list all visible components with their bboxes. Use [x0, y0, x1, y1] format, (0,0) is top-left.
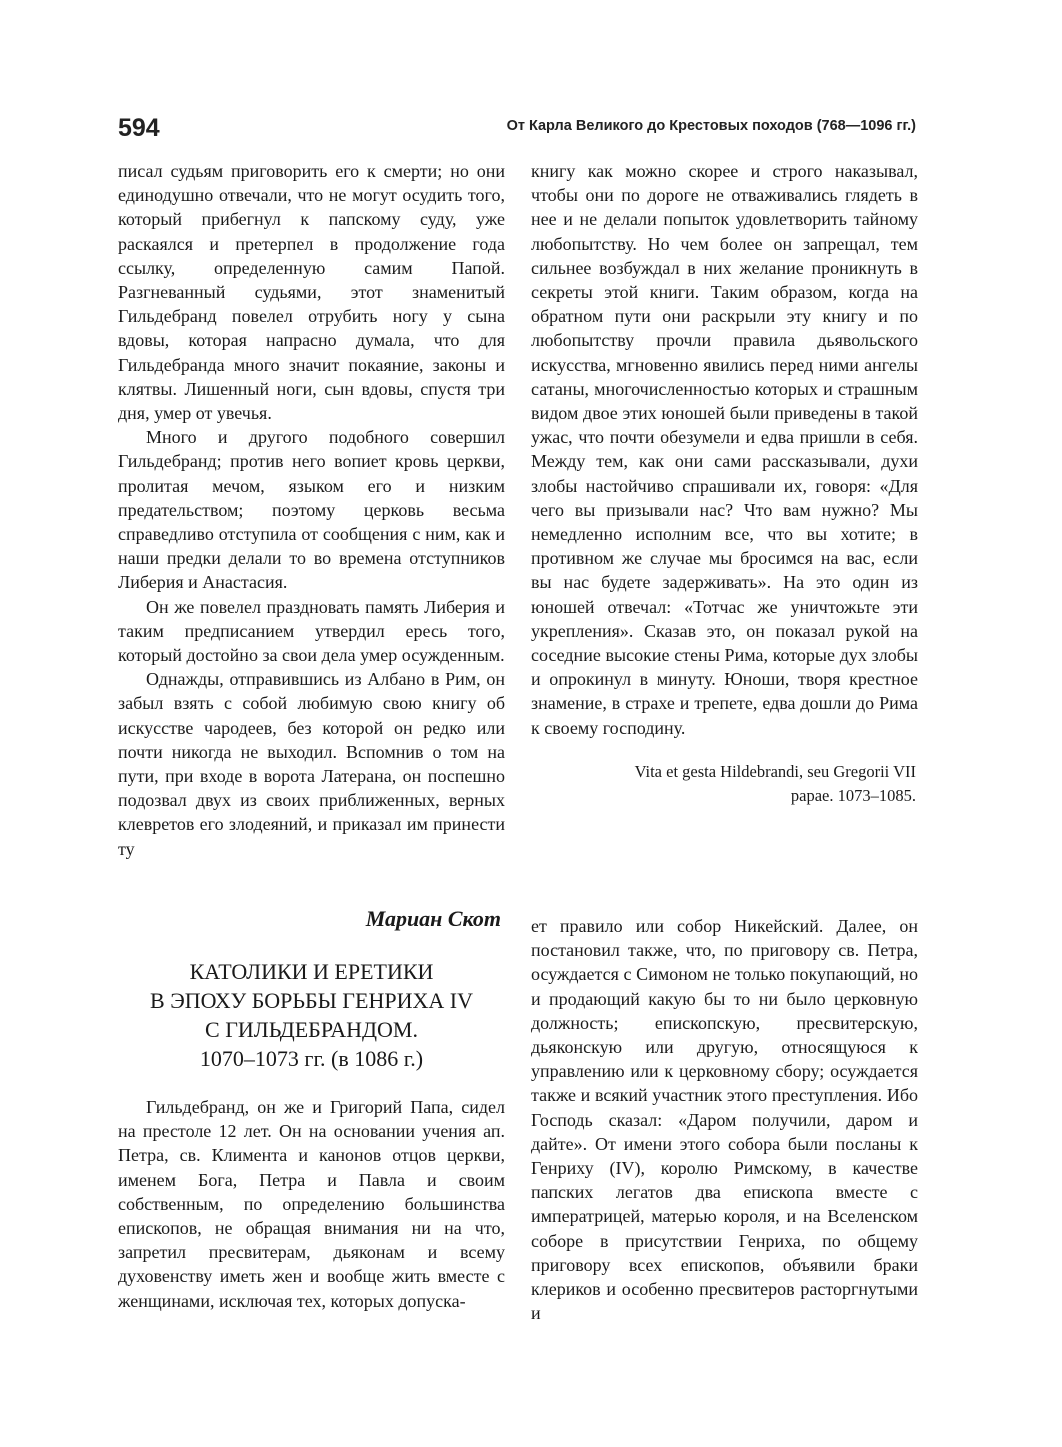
article-right-column	[531, 914, 918, 1325]
top-left-column	[118, 159, 505, 861]
source-citation	[531, 760, 918, 808]
title-line: В ЭПОХУ БОРЬБЫ ГЕНРИХА IV	[150, 988, 473, 1013]
paragraph: писал судьям приговорить его к смерти; но они единодушно отвечали, что не могут осудить того, который прибегнул к папскому суду, уже раскаялся и претерпел в продолжение года ссылку, определенную самим Папой. Разгневанный судьями, этот знаменитый Гильдебранд повелел отрубить ногу у сына вдовы, которая напрасно думала, что для Гильдебранда много значит покаяние, законы и клятвы. Лишенный ноги, сын вдовы, спустя три дня, умер от увечья.	[118, 161, 505, 424]
paragraph: ет правило или собор Никейский. Далее, он постановил также, что, по приговору св. Петра, осуждается с Симоном не только покупающий, но и продающий какую бы то ни было церковную должность; епископскую, пресвитерскую, дьяконскую или другую, относящуюся к управлению или к церковному сбору; осуждается также и всякий участник этого преступления. Ибо Господь сказал: «Даром получили, даром и дайте». От имени этого собора были посланы к Генриху (IV), королю Римскому, в качестве папских легатов два епископа вместе с императрицей, матерью короля, и на Вселенском соборе в присутствии Генриха, по общему приговору всех епископов, объявили браки клериков и особенно пресвитеров расторгнутыми и	[531, 916, 918, 1324]
article-left-column	[118, 1095, 505, 1313]
paragraph: Однажды, отправившись из Албано в Рим, он забыл взять с собой любимую свою книгу об искусстве чародеев, без которой он редко или почти никогда не выходил. Вспомнив о том на пути, при входе в ворота Латерана, он поспешно подозвал двух из своих приближенных, верных клевретов его злодеяний, и приказал им принести ту	[118, 669, 505, 859]
source-line: papae. 1073–1085.	[790, 785, 916, 805]
paragraph: книгу как можно скорее и строго наказывал, чтобы они по дороге не отваживались глядеть в нее и не делали попыток удовлетворить тайному любопытству. Но чем более он запрещал, тем сильнее возбуждал в них желание проникнуть в секреты этой книги. Таким образом, когда на обратном пути они раскрыли эту книгу и по любопытству прочли правила дьявольского искусства, мгновенно явились перед ними ангелы сатаны, многочисленностью которых и страшным видом двое этих юношей были приведены в такой ужас, что почти обезумели и едва пришли в себя. Между тем, как они сами рассказывали, духи злобы настойчиво спрашивали их, говоря: «Для чего вы призывали нас? Что вам нужно? Мы немедленно исполним все, что вы хотите; в противном же случае мы бросимся на вас, если вы нас будете задерживать». На это один из юношей отвечал: «Тотчас же уничтожьте эти укрепления». Сказав это, он показал рукой на соседние высокие стены Рима, которые дух злобы и опрокинул в минуту. Юноши, творя крестное знамение, в страхе и трепете, едва дошли до Рима к своему господину.	[531, 161, 918, 738]
paragraph: Много и другого подобного совершил Гильдебранд; против него вопиет кровь церкви, пролитая мечом, языком его и низким предательством; поэтому церковь весьма справедливо отступила от сообщения с ним, как и наши предки делали то во времена отступников Либерия и Анастасия.	[118, 427, 505, 593]
source-line: Vita et gesta Hildebrandi, seu Gregorii VII	[634, 761, 916, 781]
running-title: От Карла Великого до Крестовых походов (768—1096 гг.)	[506, 118, 916, 134]
article-title	[118, 957, 505, 1073]
top-right-column	[531, 159, 918, 808]
title-line: С ГИЛЬДЕБРАНДОМ.	[205, 1017, 418, 1042]
paragraph: Он же повелел праздновать память Либерия и таким предписанием утвердил ересь того, который достойно за свои дела умер осужденным.	[118, 596, 505, 666]
article-author: Мариан Скот	[365, 906, 501, 931]
title-line: 1070–1073 гг. (в 1086 г.)	[199, 1046, 424, 1071]
page-number: 594	[118, 114, 160, 142]
paragraph: Гильдебранд, он же и Григорий Папа, сидел на престоле 12 лет. Он на основании учения ап. Петра, св. Климента и канонов отцов церкви, именем Бога, Петра и Павла и своим собственным, по определению большинства епископов, не обращая внимания ни на что, запретил пресвитерам, дьяконам и всему духовенству иметь жен и вообще жить вместе с женщинами, исключая тех, которых допуска-	[118, 1097, 505, 1311]
title-line: КАТОЛИКИ И ЕРЕТИКИ	[189, 959, 434, 984]
